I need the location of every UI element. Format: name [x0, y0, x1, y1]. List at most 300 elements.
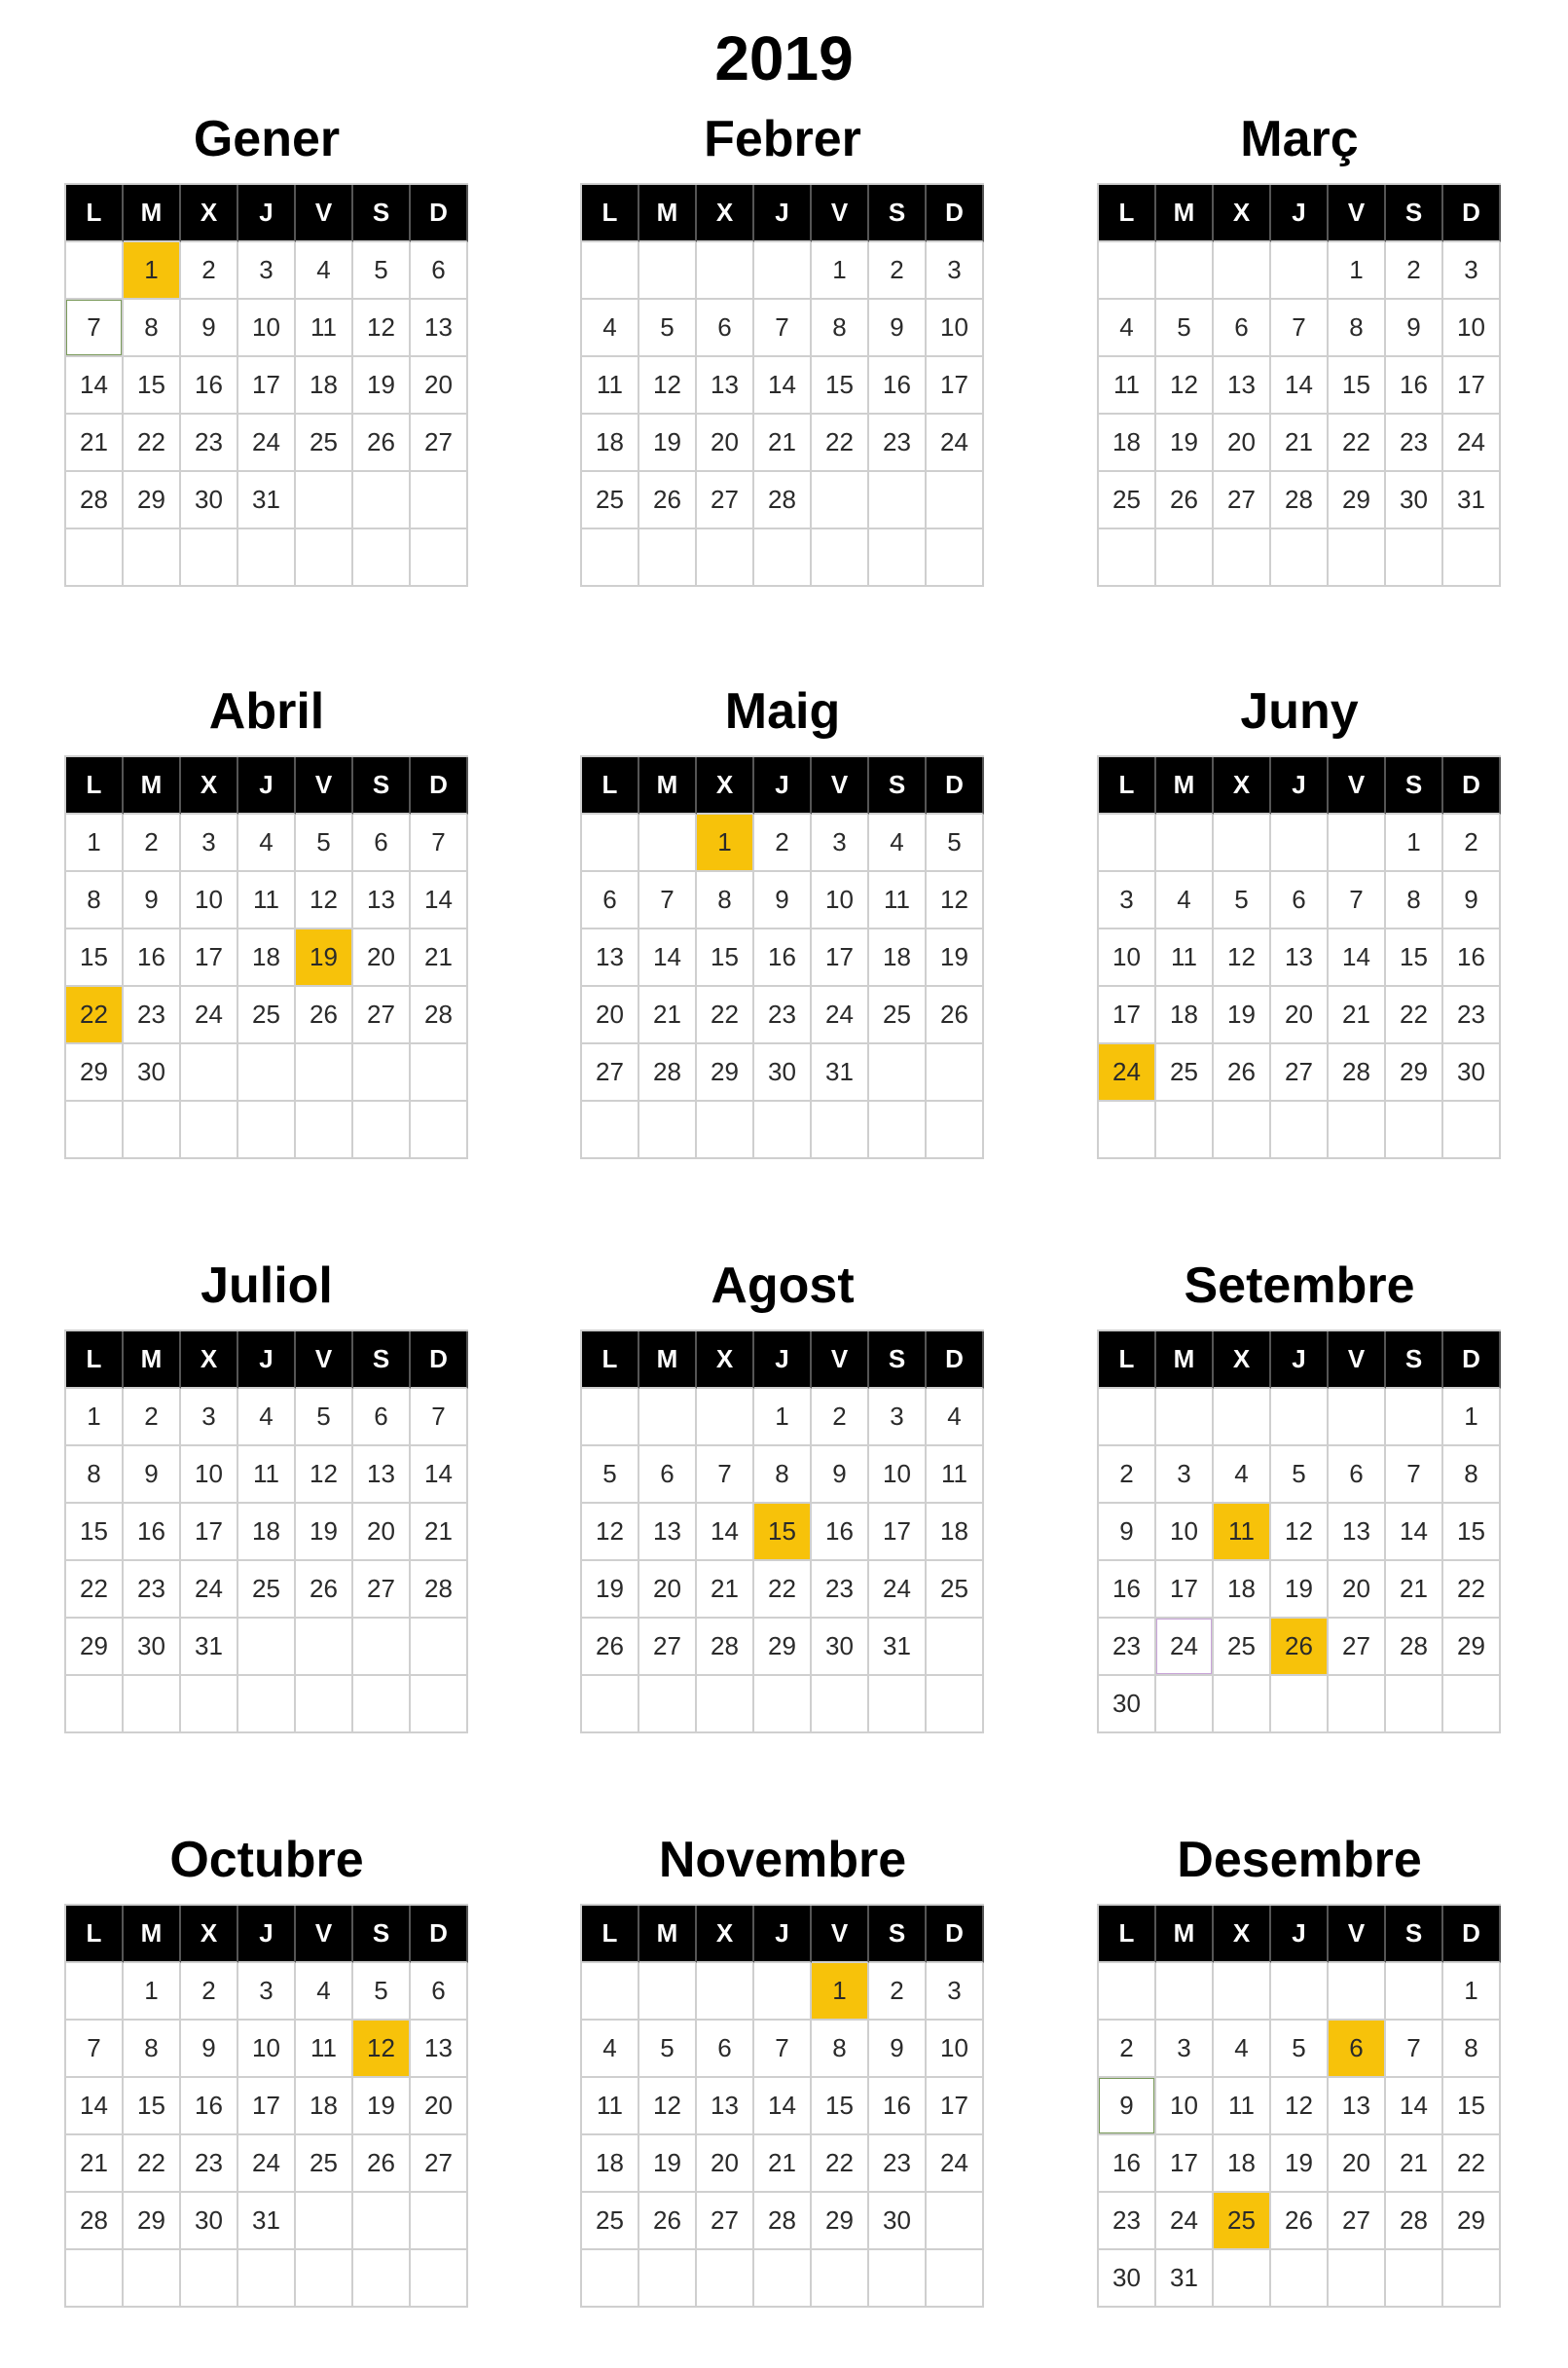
day-cell: 28: [639, 1044, 697, 1102]
day-cell: 7: [754, 300, 812, 357]
weekday-header: M: [1156, 757, 1214, 815]
day-cell: 13: [411, 300, 468, 357]
day-cell: 31: [1156, 2250, 1214, 2308]
weekday-header: L: [1099, 185, 1156, 242]
day-cell: 7: [1329, 872, 1386, 929]
day-cell: 6: [411, 242, 468, 300]
empty-cell: [66, 1102, 124, 1159]
day-cell: 7: [411, 1389, 468, 1446]
empty-cell: [639, 1102, 697, 1159]
day-cell: 18: [296, 357, 353, 415]
day-cell: 2: [869, 1963, 927, 2021]
day-cell: 25: [1214, 1619, 1271, 1676]
day-cell: 12: [639, 2078, 697, 2135]
day-cell: 1: [66, 815, 124, 872]
day-cell: 15: [1443, 1504, 1501, 1561]
day-cell: 9: [124, 1446, 181, 1504]
day-cell: 21: [1386, 1561, 1443, 1619]
day-cell: 1: [66, 1389, 124, 1446]
empty-cell: [697, 1389, 754, 1446]
weekday-header: J: [238, 1906, 296, 1963]
day-cell: 5: [296, 1389, 353, 1446]
day-cell: 5: [639, 2021, 697, 2078]
month-octubre: [64, 1828, 469, 2308]
day-cell: 16: [1099, 2135, 1156, 2193]
empty-cell: [1329, 1963, 1386, 2021]
day-cell: 31: [1443, 472, 1501, 529]
empty-cell: [1271, 1676, 1329, 1733]
empty-cell: [296, 1676, 353, 1733]
empty-cell: [353, 472, 411, 529]
month-gener: [64, 107, 469, 587]
month-title: Febrer: [704, 111, 861, 167]
day-cell: 20: [1329, 2135, 1386, 2193]
month-title: Juny: [1240, 683, 1359, 740]
day-cell: 30: [1443, 1044, 1501, 1102]
day-cell: 8: [1386, 872, 1443, 929]
empty-cell: [1099, 1389, 1156, 1446]
day-cell: 6: [697, 300, 754, 357]
empty-cell: [238, 529, 296, 587]
day-cell: 14: [639, 929, 697, 987]
day-cell: 26: [296, 987, 353, 1044]
day-cell: 14: [754, 2078, 812, 2135]
holiday-day-cell: 24: [1099, 1044, 1156, 1102]
day-cell: 8: [812, 2021, 869, 2078]
day-cell: 24: [238, 415, 296, 472]
empty-cell: [411, 1619, 468, 1676]
day-cell: 27: [353, 1561, 411, 1619]
day-cell: 29: [1386, 1044, 1443, 1102]
empty-cell: [754, 529, 812, 587]
weekday-header: M: [124, 1331, 181, 1389]
day-cell: 9: [869, 2021, 927, 2078]
day-cell: 29: [1443, 1619, 1501, 1676]
day-cell: 11: [296, 2021, 353, 2078]
weekday-header: V: [1329, 1906, 1386, 1963]
empty-cell: [238, 2250, 296, 2308]
day-cell: 8: [124, 300, 181, 357]
weekday-header: S: [869, 185, 927, 242]
day-cell: 6: [411, 1963, 468, 2021]
weekday-header: D: [927, 185, 984, 242]
holiday-day-cell: 15: [754, 1504, 812, 1561]
day-cell: 25: [1156, 1044, 1214, 1102]
day-cell: 21: [639, 987, 697, 1044]
day-cell: 1: [124, 1963, 181, 2021]
weekday-header: L: [66, 185, 124, 242]
day-cell: 19: [639, 2135, 697, 2193]
day-cell: 28: [66, 472, 124, 529]
weekday-header: V: [1329, 1331, 1386, 1389]
day-cell: 23: [124, 987, 181, 1044]
day-cell: 27: [697, 472, 754, 529]
weekday-header: L: [1099, 1331, 1156, 1389]
day-cell: 21: [1329, 987, 1386, 1044]
empty-cell: [353, 1619, 411, 1676]
empty-cell: [697, 2250, 754, 2308]
day-cell: 26: [1156, 472, 1214, 529]
day-cell: 12: [296, 1446, 353, 1504]
day-cell: 15: [812, 2078, 869, 2135]
day-cell: 19: [1156, 415, 1214, 472]
day-cell: 30: [124, 1044, 181, 1102]
day-cell: 13: [1271, 929, 1329, 987]
day-cell: 8: [1329, 300, 1386, 357]
empty-cell: [754, 1676, 812, 1733]
day-cell: 11: [582, 357, 639, 415]
day-cell: 23: [869, 415, 927, 472]
weekday-header: S: [353, 757, 411, 815]
empty-cell: [1214, 1963, 1271, 2021]
empty-cell: [1156, 1389, 1214, 1446]
weekday-header: X: [697, 757, 754, 815]
day-cell: 4: [582, 300, 639, 357]
day-cell: 28: [1386, 1619, 1443, 1676]
day-cell: 27: [1329, 2193, 1386, 2250]
empty-cell: [124, 1676, 181, 1733]
empty-cell: [697, 242, 754, 300]
empty-cell: [124, 529, 181, 587]
day-cell: 29: [124, 2193, 181, 2250]
day-cell: 30: [1099, 2250, 1156, 2308]
day-cell: 21: [697, 1561, 754, 1619]
weekday-header: S: [353, 1331, 411, 1389]
day-cell: 17: [1156, 2135, 1214, 2193]
day-cell: 28: [1329, 1044, 1386, 1102]
day-cell: 3: [869, 1389, 927, 1446]
day-cell: 1: [1443, 1963, 1501, 2021]
day-cell: 27: [697, 2193, 754, 2250]
day-cell: 7: [754, 2021, 812, 2078]
day-cell: 6: [353, 1389, 411, 1446]
holiday-day-cell: 26: [1271, 1619, 1329, 1676]
empty-cell: [1386, 1102, 1443, 1159]
weekday-header: M: [639, 1331, 697, 1389]
empty-cell: [238, 1102, 296, 1159]
day-cell: 27: [353, 987, 411, 1044]
empty-cell: [1329, 1676, 1386, 1733]
empty-cell: [1271, 1963, 1329, 2021]
day-cell: 28: [411, 987, 468, 1044]
day-cell: 12: [1214, 929, 1271, 987]
empty-cell: [639, 1389, 697, 1446]
weekday-header: D: [411, 185, 468, 242]
weekday-header: X: [697, 1331, 754, 1389]
month-title: Desembre: [1177, 1832, 1422, 1888]
day-cell: 26: [582, 1619, 639, 1676]
empty-cell: [812, 1676, 869, 1733]
day-cell: 12: [353, 300, 411, 357]
empty-cell: [124, 1102, 181, 1159]
empty-cell: [1329, 815, 1386, 872]
weekday-header: J: [238, 1331, 296, 1389]
day-cell: 23: [812, 1561, 869, 1619]
empty-cell: [1386, 1389, 1443, 1446]
weekday-header: L: [66, 1331, 124, 1389]
day-cell: 31: [812, 1044, 869, 1102]
day-cell: 12: [1271, 1504, 1329, 1561]
day-cell: 4: [927, 1389, 984, 1446]
empty-cell: [639, 1676, 697, 1733]
day-cell: 18: [296, 2078, 353, 2135]
day-cell: 20: [1329, 1561, 1386, 1619]
empty-cell: [812, 2250, 869, 2308]
day-cell: 13: [353, 1446, 411, 1504]
weekday-header: J: [754, 185, 812, 242]
day-cell: 12: [1271, 2078, 1329, 2135]
empty-cell: [754, 2250, 812, 2308]
weekday-header: D: [1443, 1906, 1501, 1963]
day-cell: 7: [697, 1446, 754, 1504]
day-cell: 19: [1214, 987, 1271, 1044]
day-cell: 29: [66, 1619, 124, 1676]
day-cell: 16: [869, 2078, 927, 2135]
weekday-header: S: [869, 757, 927, 815]
year-title: 2019: [714, 23, 854, 93]
day-cell: 29: [124, 472, 181, 529]
day-cell: 30: [1099, 1676, 1156, 1733]
day-cell: 12: [927, 872, 984, 929]
day-cell: 4: [238, 1389, 296, 1446]
empty-cell: [582, 815, 639, 872]
day-cell: 25: [296, 415, 353, 472]
empty-cell: [1329, 529, 1386, 587]
day-cell: 22: [812, 415, 869, 472]
day-cell: 29: [697, 1044, 754, 1102]
day-cell: 19: [296, 1504, 353, 1561]
day-cell: 26: [927, 987, 984, 1044]
holiday-day-cell: 1: [124, 242, 181, 300]
day-cell: 14: [754, 357, 812, 415]
day-cell: 9: [1099, 1504, 1156, 1561]
day-cell: 4: [1214, 2021, 1271, 2078]
weekday-header: X: [697, 1906, 754, 1963]
day-cell: 9: [1386, 300, 1443, 357]
day-cell: 30: [1386, 472, 1443, 529]
day-cell: 2: [1443, 815, 1501, 872]
empty-cell: [1156, 1102, 1214, 1159]
empty-cell: [1329, 1389, 1386, 1446]
holiday-day-cell: 12: [353, 2021, 411, 2078]
day-cell: 30: [869, 2193, 927, 2250]
empty-cell: [927, 472, 984, 529]
day-cell: 14: [1386, 2078, 1443, 2135]
weekday-header: S: [869, 1906, 927, 1963]
day-cell: 15: [1329, 357, 1386, 415]
day-cell: 25: [296, 2135, 353, 2193]
day-cell: 14: [66, 2078, 124, 2135]
day-cell: 27: [639, 1619, 697, 1676]
day-cell: 8: [66, 872, 124, 929]
weekday-header: X: [1214, 1331, 1271, 1389]
day-cell: 11: [1156, 929, 1214, 987]
day-cell: 19: [1271, 2135, 1329, 2193]
day-cell: 21: [411, 1504, 468, 1561]
day-cell: 13: [697, 357, 754, 415]
empty-cell: [927, 2193, 984, 2250]
day-cell: 2: [181, 1963, 238, 2021]
weekday-header: M: [124, 757, 181, 815]
empty-cell: [754, 1102, 812, 1159]
month-maig: [580, 679, 985, 1159]
day-cell: 27: [411, 415, 468, 472]
day-cell: 13: [353, 872, 411, 929]
day-cell: 26: [353, 415, 411, 472]
month-grid: [580, 755, 984, 1159]
month-grid: [580, 1330, 984, 1733]
weekday-header: L: [66, 1906, 124, 1963]
day-cell: 13: [1329, 2078, 1386, 2135]
weekday-header: J: [238, 185, 296, 242]
weekday-header: V: [296, 185, 353, 242]
day-cell: 7: [411, 815, 468, 872]
day-cell: 19: [639, 415, 697, 472]
day-cell: 3: [1156, 2021, 1214, 2078]
month-grid: [64, 1904, 468, 2308]
day-cell: 24: [181, 987, 238, 1044]
day-cell: 14: [1271, 357, 1329, 415]
empty-cell: [639, 2250, 697, 2308]
empty-cell: [238, 1619, 296, 1676]
empty-cell: [296, 529, 353, 587]
day-cell: 11: [1099, 357, 1156, 415]
day-cell: 7: [1386, 2021, 1443, 2078]
weekday-header: D: [927, 1906, 984, 1963]
day-cell: 28: [754, 472, 812, 529]
month-febrer: [580, 107, 985, 587]
empty-cell: [869, 529, 927, 587]
empty-cell: [238, 1044, 296, 1102]
day-cell: 31: [238, 2193, 296, 2250]
weekday-header: X: [1214, 185, 1271, 242]
day-cell: 2: [812, 1389, 869, 1446]
day-cell: 16: [1443, 929, 1501, 987]
day-cell: 28: [1271, 472, 1329, 529]
month-title: Novembre: [658, 1832, 907, 1888]
day-cell: 10: [238, 300, 296, 357]
empty-cell: [927, 1044, 984, 1102]
day-cell: 6: [697, 2021, 754, 2078]
empty-cell: [411, 1676, 468, 1733]
day-cell: 6: [1329, 1446, 1386, 1504]
day-cell: 3: [238, 1963, 296, 2021]
day-cell: 4: [296, 242, 353, 300]
empty-cell: [582, 1389, 639, 1446]
day-cell: 2: [124, 815, 181, 872]
empty-cell: [869, 1044, 927, 1102]
day-cell: 21: [66, 2135, 124, 2193]
empty-cell: [1271, 815, 1329, 872]
day-cell: 19: [927, 929, 984, 987]
weekday-header: V: [296, 1906, 353, 1963]
weekday-header: S: [869, 1331, 927, 1389]
day-cell: 16: [181, 357, 238, 415]
day-cell: 22: [1443, 2135, 1501, 2193]
day-cell: 15: [66, 929, 124, 987]
weekday-header: V: [812, 757, 869, 815]
weekday-header: D: [1443, 757, 1501, 815]
empty-cell: [181, 2250, 238, 2308]
day-cell: 4: [238, 815, 296, 872]
empty-cell: [1271, 1102, 1329, 1159]
day-cell: 20: [1271, 987, 1329, 1044]
day-cell: 23: [181, 2135, 238, 2193]
day-cell: 24: [238, 2135, 296, 2193]
weekday-header: M: [124, 185, 181, 242]
weekday-header: D: [411, 757, 468, 815]
weekday-header: D: [411, 1331, 468, 1389]
day-cell: 4: [869, 815, 927, 872]
day-cell: 14: [411, 872, 468, 929]
day-cell: 21: [66, 415, 124, 472]
day-cell: 25: [869, 987, 927, 1044]
day-cell: 18: [1214, 2135, 1271, 2193]
weekday-header: D: [411, 1906, 468, 1963]
day-cell: 11: [1214, 2078, 1271, 2135]
month-novembre: [580, 1828, 985, 2308]
day-cell: 5: [353, 1963, 411, 2021]
day-cell: 14: [1329, 929, 1386, 987]
day-cell: 2: [869, 242, 927, 300]
day-cell: 5: [353, 242, 411, 300]
empty-cell: [411, 1102, 468, 1159]
month-grid: [580, 1904, 984, 2308]
day-cell: 22: [66, 1561, 124, 1619]
month-grid: [1097, 1330, 1501, 1733]
day-cell: 28: [697, 1619, 754, 1676]
day-cell: 6: [1214, 300, 1271, 357]
day-cell: 24: [181, 1561, 238, 1619]
day-cell: 26: [296, 1561, 353, 1619]
day-cell: 1: [754, 1389, 812, 1446]
day-cell: 18: [1214, 1561, 1271, 1619]
day-cell: 25: [927, 1561, 984, 1619]
day-cell: 20: [1214, 415, 1271, 472]
day-cell: 24: [1156, 1619, 1214, 1676]
holiday-day-cell: 1: [812, 1963, 869, 2021]
day-cell: 22: [1443, 1561, 1501, 1619]
day-cell: 9: [1099, 2078, 1156, 2135]
day-cell: 6: [582, 872, 639, 929]
month-title: Maig: [724, 683, 841, 740]
day-cell: 8: [124, 2021, 181, 2078]
day-cell: 20: [411, 357, 468, 415]
empty-cell: [927, 1619, 984, 1676]
day-cell: 7: [66, 300, 124, 357]
empty-cell: [1271, 242, 1329, 300]
day-cell: 17: [812, 929, 869, 987]
day-cell: 12: [296, 872, 353, 929]
day-cell: 4: [1214, 1446, 1271, 1504]
empty-cell: [296, 1619, 353, 1676]
month-abril: [64, 679, 469, 1159]
empty-cell: [697, 1102, 754, 1159]
empty-cell: [296, 2193, 353, 2250]
day-cell: 20: [639, 1561, 697, 1619]
day-cell: 9: [181, 300, 238, 357]
weekday-header: M: [1156, 185, 1214, 242]
weekday-header: X: [1214, 1906, 1271, 1963]
empty-cell: [1386, 1676, 1443, 1733]
empty-cell: [639, 529, 697, 587]
day-cell: 5: [1271, 1446, 1329, 1504]
day-cell: 10: [181, 872, 238, 929]
day-cell: 7: [1386, 1446, 1443, 1504]
day-cell: 17: [1099, 987, 1156, 1044]
day-cell: 3: [1443, 242, 1501, 300]
day-cell: 10: [181, 1446, 238, 1504]
